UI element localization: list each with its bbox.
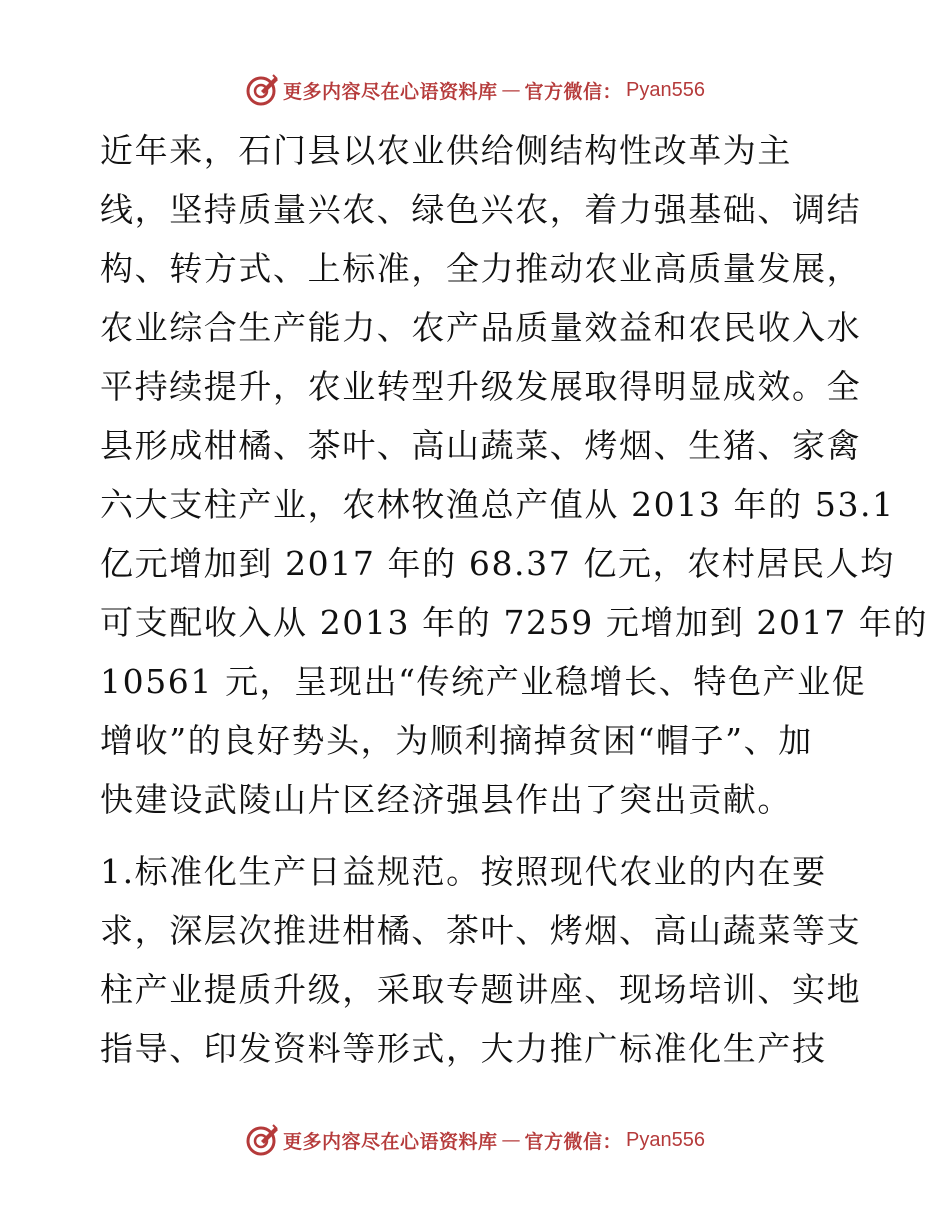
watermark-official-label: 官方微信： xyxy=(524,1130,623,1153)
watermark-wechat-id: Pyan556 xyxy=(626,78,705,101)
text-line: 10561 元，呈现出“传统产业稳增长、特色产业促 xyxy=(100,662,867,701)
paragraph-spacer xyxy=(100,829,850,842)
text-line: 农业综合生产能力、农产品质量效益和农民收入水 xyxy=(100,308,862,347)
article-body xyxy=(100,121,929,1078)
watermark-main-text: 更多内容尽在心语资料库 xyxy=(283,1130,498,1153)
text-line: 县形成柑橘、茶叶、高山蔬菜、烤烟、生猪、家禽 xyxy=(100,426,862,465)
text-line: 构、转方式、上标准，全力推动农业高质量发展， xyxy=(100,249,862,288)
watermark-official-label: 官方微信： xyxy=(524,80,623,103)
watermark-main-text: 更多内容尽在心语资料库 xyxy=(283,80,498,103)
watermark-wechat-id: Pyan556 xyxy=(626,1128,705,1151)
brand-logo-icon xyxy=(245,1123,279,1157)
text-line: 1.标准化生产日益规范。按照现代农业的内在要 xyxy=(100,852,827,891)
text-line: 柱产业提质升级，采取专题讲座、现场培训、实地 xyxy=(100,970,862,1009)
text-line: 增收”的良好势头，为顺利摘掉贫困“帽子”、加 xyxy=(100,721,813,760)
text-line: 近年来，石门县以农业供给侧结构性改革为主 xyxy=(100,131,792,170)
paragraph-2 xyxy=(100,842,862,1078)
text-line: 快建设武陵山片区经济强县作出了突出贡献。 xyxy=(100,780,792,819)
watermark-footer xyxy=(0,1122,950,1158)
text-line: 亿元增加到 2017 年的 68.37 亿元，农村居民人均 xyxy=(100,544,895,583)
text-line: 可支配收入从 2013 年的 7259 元增加到 2017 年的 xyxy=(100,603,929,642)
text-line: 求，深层次推进柑橘、茶叶、烤烟、高山蔬菜等支 xyxy=(100,911,862,950)
text-line: 六大支柱产业，农林牧渔总产值从 2013 年的 53.1 xyxy=(100,485,895,524)
watermark-dash: — xyxy=(501,79,521,101)
text-line: 线，坚持质量兴农、绿色兴农，着力强基础、调结 xyxy=(100,190,862,229)
brand-logo-icon xyxy=(245,73,279,107)
text-line: 指导、印发资料等形式，大力推广标准化生产技 xyxy=(100,1029,827,1068)
watermark-header xyxy=(0,72,950,108)
watermark-dash: — xyxy=(501,1129,521,1151)
paragraph-1 xyxy=(100,121,929,829)
text-line: 平持续提升，农业转型升级发展取得明显成效。全 xyxy=(100,367,862,406)
